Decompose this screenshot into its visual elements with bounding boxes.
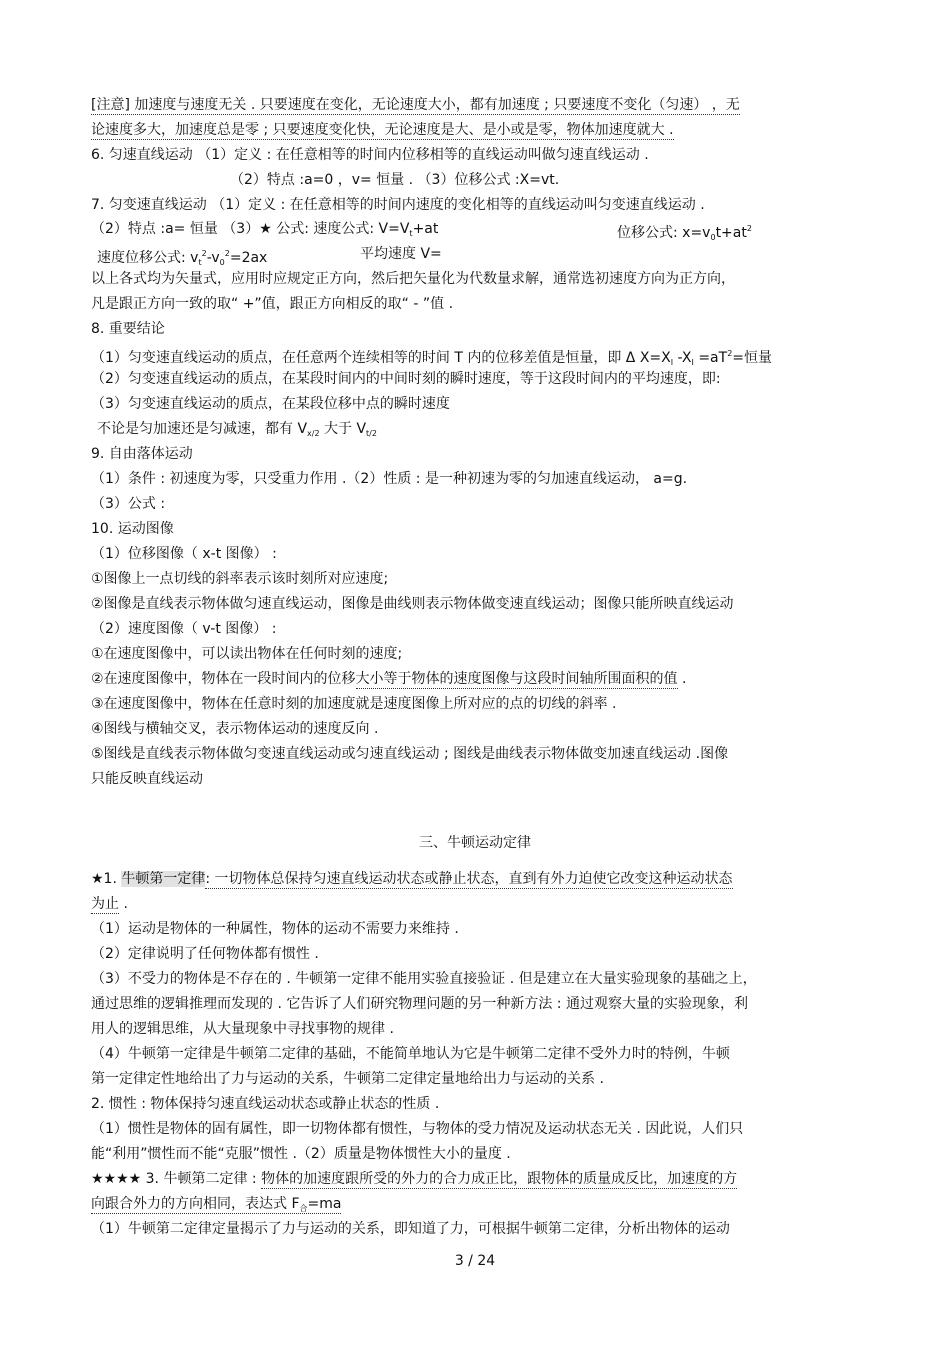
xt-point-2: ②图像是直线表示物体做匀速直线运动，图像是曲线则表示物体做变速直线运动；图像只能所映直线运动 — [91, 596, 734, 612]
vector-note-1: 以上各式均为矢量式，应用时应规定正方向，然后把矢量化为代数量求解，通常选初速度方向为正方向， — [91, 271, 735, 287]
note-line-2 — [91, 121, 674, 139]
xt-graph-heading: （1）位移图像（ x-t 图像） : — [91, 546, 277, 562]
uniform-motion-features: （2）特点 :a=0 ，v= 恒量 . （3）位移公式 :X=vt. — [230, 172, 560, 188]
first-law-point-1: （1）运动是物体的一种属性，物体的运动不需要力来维持 . — [91, 921, 459, 937]
section-title: 三、牛顿运动定律 — [419, 835, 531, 851]
vt-point-4: ④图线与横轴交叉，表示物体运动的速度反向 . — [91, 721, 379, 737]
uniform-motion-heading: 6. 匀速直线运动 （1）定义 : 在任意相等的时间内位移相等的直线运动叫做匀速直线运动 . — [91, 147, 649, 163]
inertia-point-1b: 能“利用”惯性而不能“克服”惯性 .（2）质量是物体惯性大小的量度 . — [91, 1146, 511, 1162]
conclusion-1 — [91, 345, 772, 372]
free-fall-formula: （3）公式 : — [91, 496, 166, 512]
conclusion-1-mid: -X — [673, 350, 692, 366]
inertia-heading: 2. 惯性 : 物体保持匀速直线运动状态或静止状态的性质 . — [91, 1096, 440, 1112]
uniform-accel-formula-line — [91, 220, 438, 243]
superscript: 2 — [224, 249, 230, 258]
displacement-formula — [617, 220, 752, 247]
compare-head: 不论是匀加速还是匀减速，都有 V — [97, 421, 308, 437]
superscript: 2 — [746, 224, 752, 233]
law-statement-end: . — [119, 896, 128, 912]
vt-point-2-head: ②在速度图像中，物体在一段时间内的位移 — [91, 671, 356, 687]
conclusion-1-text: （1）匀变速直线运动的质点，在任意两个连续相等的时间 T 内的位移差值是恒量，即 Δ X=X — [91, 350, 671, 366]
vt-point-2-tail: . — [677, 671, 687, 687]
law-statement: : 一切物体总保持匀速直线运动状态或静止状态，直到有外力迫使它改变这种运动状态 — [205, 871, 733, 887]
velocity-formula-tail: +at — [412, 221, 439, 237]
subscript: 合 — [299, 1204, 308, 1213]
vector-note-2: 凡是跟正方向一致的取“ +”值，跟正方向相反的取“ - ”值 . — [91, 296, 454, 312]
vd-formula-tail: =2ax — [229, 250, 268, 266]
conclusion-compare — [97, 420, 377, 443]
motion-graph-heading: 10. 运动图像 — [91, 521, 174, 537]
second-law-text: 向跟合外力的方向相同，表达式 — [91, 1196, 287, 1212]
second-law-title: ★★★★ 3. 牛顿第二定律 : — [91, 1171, 262, 1187]
inertia-point-1: （1）惯性是物体的固有属性，即一切物体都有惯性，与物体的受力情况及运动状态无关 . 因此说，人们只 — [91, 1121, 744, 1137]
velocity-formula: （2）特点 :a= 恒量 （3）★ 公式: 速度公式: V=V — [91, 221, 410, 237]
law-title-highlight: 牛顿第一定律 — [121, 871, 206, 887]
average-velocity: 平均速度 V= — [360, 246, 442, 262]
newton-second-law — [91, 1170, 737, 1188]
conclusion-2: （2）匀变速直线运动的质点，在某段时间内的中间时刻的瞬时速度，等于这段时间内的平均速度，即: — [91, 371, 721, 387]
second-law-statement: 物体的加速度跟所受的外力的合力成正比，跟物体的质量成反比，加速度的方 — [261, 1171, 738, 1187]
subscript: I — [670, 358, 674, 367]
newton-second-law-cont — [91, 1195, 341, 1218]
second-law-F: F — [287, 1196, 300, 1212]
xt-point-1: ①图像上一点切线的斜率表示该时刻所对应速度; — [91, 571, 389, 587]
vd-formula-mid: -v — [206, 250, 220, 266]
note-underlined: [注意] 加速度与速度无关 . 只要速度在变化，无论速度大小，都有加速度 ; 只要速度不变化（匀速） ，无 — [91, 97, 740, 113]
first-law-point-3c: 用人的逻辑思维，从大量现象中寻找事物的规律 . — [91, 1021, 394, 1037]
subscript: I — [691, 358, 694, 367]
subscript: t — [409, 229, 413, 238]
vt-point-3: ③在速度图像中，物体在任意时刻的加速度就是速度图像上所对应的点的切线的斜率 . — [91, 696, 617, 712]
newton-first-law-cont — [91, 895, 128, 913]
second-law-point-1: （1）牛顿第二定律定量揭示了力与运动的关系，即知道了力，可根据牛顿第二定律，分析出物体的运动 — [91, 1221, 730, 1237]
conclusion-3: （3）匀变速直线运动的质点，在某段位移中点的瞬时速度 — [91, 396, 450, 412]
conclusions-heading: 8. 重要结论 — [91, 321, 165, 337]
uniform-accel-heading: 7. 匀变速直线运动 （1）定义 : 在任意相等的时间内速度的变化相等的直线运动叫匀变速直线运动 . — [91, 197, 705, 213]
vt-point-5: ⑤图线是直线表示物体做匀变速直线运动或匀速直线运动 ; 图线是曲线表示物体做变加速直线运动 .图像 — [91, 746, 729, 762]
subscript: 0 — [219, 258, 225, 267]
free-fall-conditions: （1）条件 : 初速度为零，只受重力作用 .（2）性质 : 是一种初速为零的匀加速直线运动， a=g. — [91, 471, 688, 487]
note-underlined-2: 论速度多大，加速度总是零 ; 只要速度变化快，无论速度是大、是小或是零，物体加速度就大 . — [91, 122, 674, 138]
displacement-formula-tail: t+at — [715, 225, 747, 241]
subscript: t — [198, 258, 202, 267]
displacement-formula-head: 位移公式: x=v — [617, 225, 711, 241]
subscript: t/2 — [366, 429, 377, 438]
first-law-point-4b: 第一定律定性地给出了力与运动的关系，牛顿第二定律定量地给出力与运动的关系 . — [91, 1071, 604, 1087]
free-fall-heading: 9. 自由落体运动 — [91, 446, 193, 462]
first-law-point-4: （4）牛顿第一定律是牛顿第二定律的基础，不能简单地认为它是牛顿第二定律不受外力时的特例，牛顿 — [91, 1046, 730, 1062]
first-law-point-2: （2）定律说明了任何物体都有惯性 . — [91, 946, 319, 962]
second-law-statement-cont — [91, 1196, 341, 1214]
conclusion-1-aT: =aT — [693, 350, 728, 366]
superscript: 2 — [727, 349, 733, 358]
vt-point-2-underlined: 大小等于物体的速度图像与这段时间轴所围面积的值 — [355, 671, 678, 687]
velocity-displacement-formula — [97, 245, 267, 272]
law-number: ★1. — [91, 871, 122, 887]
newton-first-law — [91, 870, 733, 888]
page-number: 3 / 24 — [454, 1253, 496, 1269]
subscript: x/2 — [307, 429, 320, 438]
first-law-point-3: （3）不受力的物体是不存在的 . 牛顿第一定律不能用实验直接验证 . 但是建立在大量实验现象的基础之上， — [91, 971, 757, 987]
subscript: 0 — [710, 233, 716, 242]
vt-point-5-cont: 只能反映直线运动 — [91, 771, 203, 787]
law-statement-cont: 为止 — [91, 896, 119, 912]
second-law-ma: =ma — [307, 1196, 342, 1212]
vt-point-1: ①在速度图像中，可以读出物体在任何时刻的速度; — [91, 646, 403, 662]
compare-mid: 大于 V — [319, 421, 367, 437]
vt-point-2 — [91, 670, 686, 688]
conclusion-1-tail: =恒量 — [732, 350, 773, 366]
superscript: 2 — [201, 249, 207, 258]
first-law-point-3b: 通过思维的逻辑推理而发现的 . 它告诉了人们研究物理问题的另一种新方法 : 通过观察大量的实验现象，利 — [91, 996, 748, 1012]
vd-formula-head: 速度位移公式: v — [97, 250, 199, 266]
vt-graph-heading: （2）速度图像（ v-t 图像） : — [91, 621, 277, 637]
note-line-1 — [91, 96, 740, 114]
